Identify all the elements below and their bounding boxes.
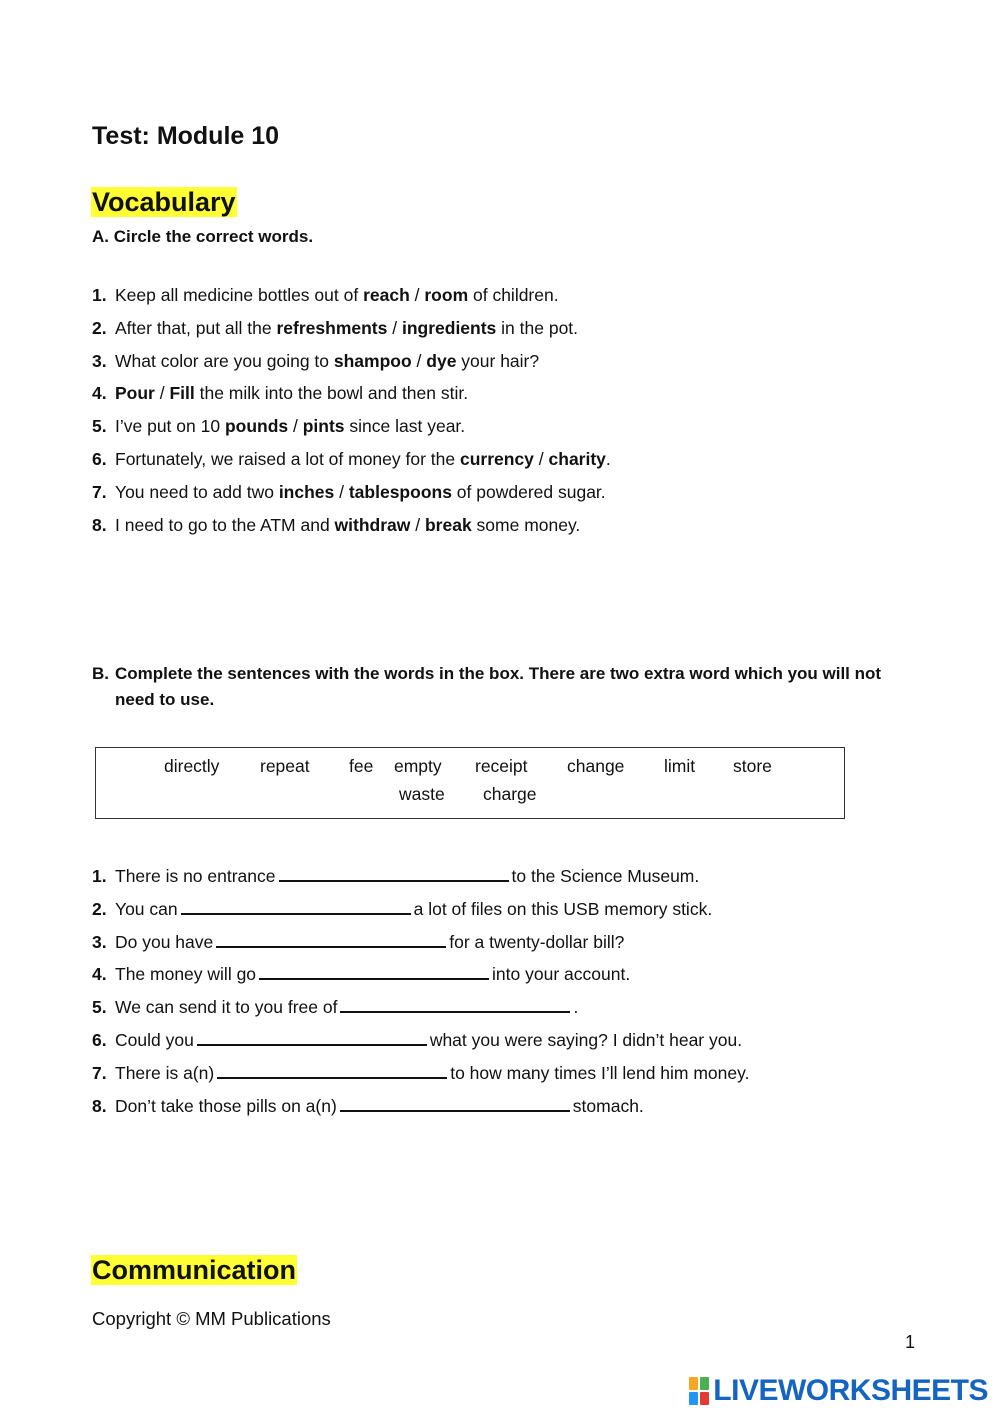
section-b-item — [92, 994, 578, 1020]
item-number: 6. — [92, 1030, 107, 1050]
section-a-item — [92, 479, 606, 505]
item-number: 2. — [92, 317, 107, 338]
answer-blank[interactable] — [216, 929, 446, 948]
item-text: You can — [115, 898, 178, 919]
item-text: your hair? — [456, 350, 540, 371]
option-separator: / — [334, 481, 349, 502]
item-text: a lot of files on this USB memory stick. — [413, 898, 713, 919]
item-text: the milk into the bowl and then stir. — [194, 383, 469, 404]
option-word[interactable]: pints — [302, 416, 345, 437]
item-text: The money will go — [115, 964, 257, 985]
option-word[interactable]: pounds — [224, 416, 289, 437]
item-text: After that, put all the — [115, 317, 277, 338]
answer-blank[interactable] — [217, 1060, 447, 1079]
item-text: I’ve put on 10 — [115, 416, 225, 437]
item-text: in the pot. — [496, 317, 579, 338]
word-box-word: change — [567, 756, 625, 776]
answer-blank[interactable] — [340, 994, 570, 1013]
item-text: to how many times I’ll lend him money. — [450, 1062, 750, 1083]
item-text: What color are you going to — [115, 350, 334, 371]
option-separator: / — [410, 514, 425, 535]
item-text: Do you have — [115, 931, 214, 952]
item-number: 8. — [92, 1095, 107, 1116]
word-box-word: fee — [349, 756, 374, 776]
item-text: Fortunately, we raised a lot of money for the — [115, 449, 460, 469]
option-word[interactable]: ingredients — [401, 317, 497, 338]
item-number: 1. — [92, 866, 107, 886]
answer-blank[interactable] — [259, 961, 489, 980]
word-box-word: repeat — [260, 756, 310, 776]
option-word[interactable]: shampoo — [333, 350, 412, 371]
item-text: since last year. — [344, 416, 466, 437]
item-number: 6. — [92, 449, 107, 469]
option-word[interactable]: Pour — [115, 383, 155, 404]
item-text: some money. — [471, 514, 581, 535]
section-b-instruction — [92, 661, 892, 713]
option-word[interactable]: Fill — [169, 383, 195, 404]
vocabulary-heading-text: Vocabulary — [92, 187, 236, 217]
section-a-instruction — [92, 227, 313, 247]
liveworksheets-icon — [689, 1377, 709, 1405]
word-box-word: empty — [394, 756, 442, 776]
section-b-instruction-text: Complete the sentences with the words in the box. There are two extra word which you will not need to use. — [115, 664, 882, 709]
item-text: You need to add two — [115, 481, 279, 502]
section-a-item — [92, 446, 611, 472]
section-b-item — [92, 1093, 644, 1119]
item-text: into your account. — [492, 964, 631, 985]
item-number: 2. — [92, 898, 107, 919]
liveworksheets-brand: LIVEWORKSHEETS — [713, 1374, 988, 1407]
word-box-word: directly — [164, 756, 220, 776]
item-number: 7. — [92, 481, 107, 502]
liveworksheets-logo[interactable] — [689, 1374, 988, 1408]
section-a-label: A. — [92, 227, 109, 246]
option-word[interactable]: reach — [363, 285, 410, 305]
answer-blank[interactable] — [340, 1093, 570, 1112]
answer-blank[interactable] — [181, 896, 411, 915]
option-word[interactable]: break — [424, 514, 472, 535]
section-a-item — [92, 282, 559, 308]
option-word[interactable]: charity — [548, 449, 606, 469]
item-text: of children. — [468, 285, 559, 305]
item-number: 5. — [92, 997, 107, 1018]
section-a-item — [92, 348, 539, 374]
vocabulary-heading — [91, 187, 237, 218]
item-text: stomach. — [572, 1095, 644, 1116]
item-text: Could you — [115, 1030, 194, 1050]
section-a-item — [92, 413, 465, 439]
page-number: 1 — [905, 1332, 916, 1352]
answer-blank[interactable] — [279, 863, 509, 882]
option-word[interactable]: inches — [278, 481, 335, 502]
section-a-item — [92, 315, 578, 341]
item-number: 8. — [92, 514, 107, 535]
item-text: of powdered sugar. — [451, 481, 606, 502]
word-box-word: waste — [399, 784, 445, 804]
option-word[interactable]: currency — [459, 449, 534, 469]
item-text: There is a(n) — [115, 1062, 215, 1083]
item-text: I need to go to the ATM and — [115, 514, 335, 535]
item-text: for a twenty-dollar bill? — [449, 931, 625, 952]
section-a-item — [92, 380, 468, 406]
item-text: what you were saying? I didn’t hear you. — [429, 1030, 743, 1050]
word-box — [95, 747, 845, 819]
item-number: 3. — [92, 931, 107, 952]
item-text: We can send it to you free of — [115, 997, 338, 1018]
word-box-word: receipt — [475, 756, 528, 776]
section-b-item — [92, 896, 712, 922]
item-text: . — [605, 449, 611, 469]
page-title: Test: Module 10 — [92, 122, 280, 150]
section-b-item — [92, 863, 699, 889]
option-separator: / — [411, 350, 427, 371]
copyright-footer: Copyright © MM Publications — [92, 1308, 331, 1329]
item-number: 4. — [92, 383, 107, 404]
item-text: Keep all medicine bottles out of — [115, 285, 364, 305]
section-b-item — [92, 1060, 749, 1086]
option-word[interactable]: refreshments — [276, 317, 388, 338]
option-word[interactable]: dye — [426, 350, 457, 371]
option-separator: / — [409, 285, 425, 305]
item-number: 3. — [92, 350, 107, 371]
answer-blank[interactable] — [197, 1027, 427, 1046]
item-text: . — [573, 997, 579, 1018]
section-a-item — [92, 512, 580, 538]
item-text: There is no entrance — [115, 866, 276, 886]
section-b-item — [92, 929, 624, 955]
section-b-item — [92, 1027, 742, 1053]
word-box-word: store — [733, 756, 772, 776]
option-word[interactable]: withdraw — [334, 514, 411, 535]
option-separator: / — [533, 449, 549, 469]
option-word[interactable]: room — [424, 285, 469, 305]
item-number: 1. — [92, 285, 107, 305]
section-b-label: B. — [92, 664, 109, 683]
section-a-instruction-text: Circle the correct words. — [113, 227, 314, 246]
communication-heading-text: Communication — [92, 1255, 297, 1285]
word-box-word: charge — [483, 784, 537, 804]
communication-heading — [91, 1255, 297, 1286]
item-text: to the Science Museum. — [511, 866, 700, 886]
item-number: 5. — [92, 416, 107, 437]
word-box-word: limit — [664, 756, 696, 776]
item-number: 4. — [92, 964, 107, 985]
option-separator: / — [387, 317, 402, 338]
item-text: Don’t take those pills on a(n) — [115, 1095, 337, 1116]
option-word[interactable]: tablespoons — [348, 481, 452, 502]
section-b-item — [92, 961, 630, 987]
item-number: 7. — [92, 1062, 107, 1083]
option-separator: / — [154, 383, 170, 404]
option-separator: / — [288, 416, 303, 437]
